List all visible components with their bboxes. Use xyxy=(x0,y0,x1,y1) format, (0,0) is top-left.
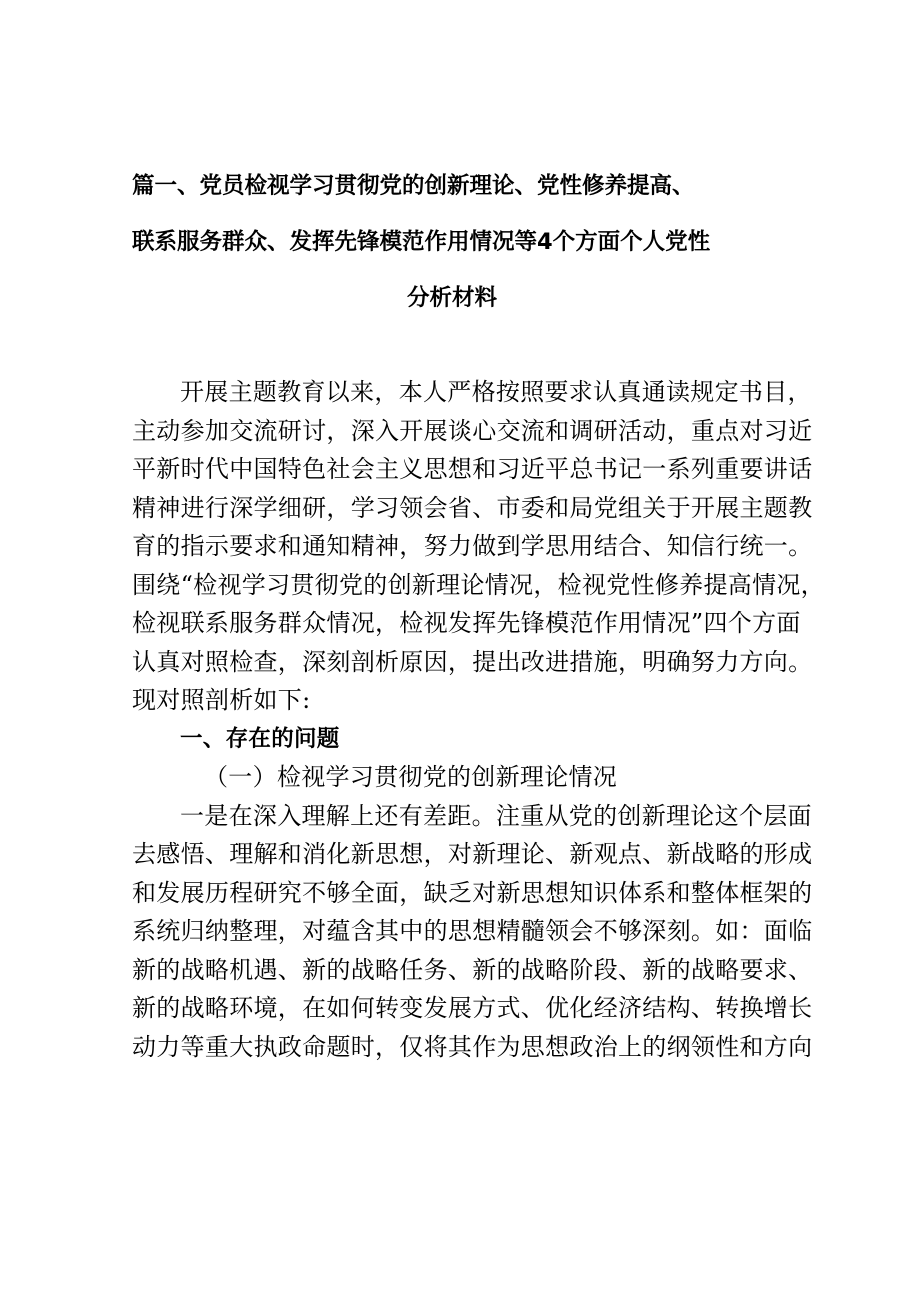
paragraph-line: 去感悟、理解和消化新思想，对新理论、新观点、新战略的形成 xyxy=(132,840,813,868)
subsection-heading: （一）检视学习贯彻党的创新理论情况 xyxy=(204,763,618,791)
paragraph-line: 新的战略机遇、新的战略任务、新的战略阶段、新的战略要求、 xyxy=(132,955,813,984)
title-line-2: 联系服务群众、发挥先锋模范作用情况等4个方面个人党性 xyxy=(132,229,711,255)
paragraph-line: 一是在深入理解上还有差距。注重从党的创新理论这个层面 xyxy=(180,801,812,830)
title-line-3: 分析材料 xyxy=(406,285,497,311)
intro-line: 主动参加交流研讨，深入开展谈心交流和调研活动，重点对习近 xyxy=(132,416,813,445)
document-body xyxy=(132,373,825,1066)
intro-line: 育的指示要求和通知精神，努力做到学思用结合、知信行统一。 xyxy=(132,532,813,560)
paragraph-line: 和发展历程研究不够全面，缺乏对新思想知识体系和整体框架的 xyxy=(132,878,813,907)
section-heading: 一、存在的问题 xyxy=(180,725,340,752)
intro-line: 现对照剖析如下: xyxy=(132,686,311,714)
paragraph-line: 系统归纳整理，对蕴含其中的思想精髓领会不够深刻。如：面临 xyxy=(132,917,813,945)
intro-line: 认真对照检查，深刻剖析原因，提出改进措施，明确努力方向。 xyxy=(132,647,813,676)
intro-line: 检视联系服务群众情况，检视发挥先锋模范作用情况”四个方面 xyxy=(132,609,801,637)
intro-paragraph xyxy=(132,373,825,720)
intro-line: 平新时代中国特色社会主义思想和习近平总书记一系列重要讲话 xyxy=(132,455,813,483)
paragraph-line: 动力等重大执政命题时，仅将其作为思想政治上的纲领性和方向 xyxy=(132,1032,813,1061)
intro-line: 精神进行深学细研，学习领会省、市委和局党组关于开展主题教 xyxy=(132,493,813,522)
document-title xyxy=(132,158,792,326)
paragraph-line: 新的战略环境，在如何转变发展方式、优化经济结构、转换增长 xyxy=(132,994,813,1022)
intro-line: 围绕“检视学习贯彻党的创新理论情况，检视党性修养提高情况， xyxy=(132,570,825,599)
title-line-1: 篇一、党员检视学习贯彻党的创新理论、党性修养提高、 xyxy=(132,173,695,199)
intro-line: 开展主题教育以来，本人严格按照要求认真通读规定书目， xyxy=(180,378,812,406)
paragraph-1 xyxy=(132,797,812,1067)
